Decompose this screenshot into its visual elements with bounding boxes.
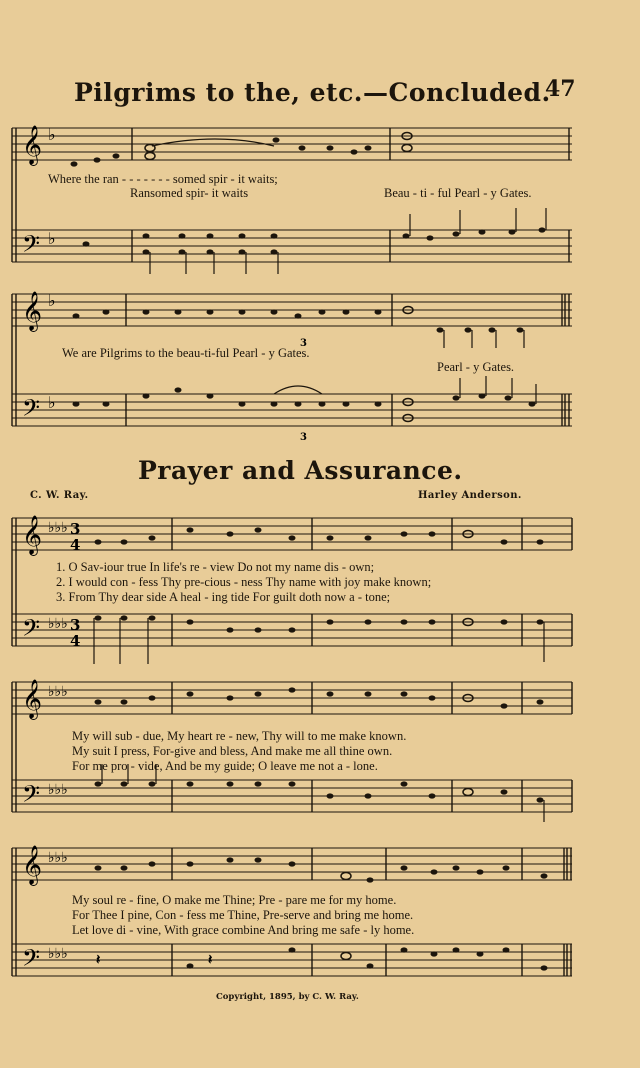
bass-clef: 𝄢	[22, 230, 41, 263]
svg-text:♭♭♭: ♭♭♭	[48, 616, 68, 632]
hymn1-s1-lyrics-right: Beau - ti - ful Pearl - y Gates.	[384, 186, 532, 200]
svg-text:𝄞: 𝄞	[22, 515, 43, 555]
svg-text:𝄞: 𝄞	[22, 845, 43, 885]
hymn2-s1-verse1: 1. O Sav-iour true In life's re - view Do not my name dis - own;	[56, 560, 375, 574]
svg-text:♭: ♭	[48, 291, 56, 310]
svg-text:3: 3	[70, 616, 81, 634]
copyright-line: Copyright, 1895, by C. W. Ray.	[216, 992, 359, 1002]
hymn1-s2-lyrics-right: Pearl - y Gates.	[437, 360, 515, 374]
svg-text:3: 3	[300, 432, 307, 443]
svg-text:𝄢: 𝄢	[22, 944, 41, 977]
svg-text:♭♭♭: ♭♭♭	[48, 850, 68, 866]
composer-left: C. W. Ray.	[30, 490, 89, 501]
hymn2-s2-verse3: For me pro - vide, And be my guide; O leave me not a - lone.	[72, 759, 378, 773]
hymn2-title: Prayer and Assurance.	[138, 456, 463, 485]
hymn1-title: Pilgrims to the, etc.—Concluded.	[74, 78, 551, 107]
treble-clef: 𝄞	[22, 125, 43, 165]
hymn2-s3-verse2: For Thee I pine, Con - fess me Thine, Pre-serve and bring me home.	[72, 908, 414, 922]
svg-text:𝄞: 𝄞	[22, 679, 43, 719]
svg-text:𝄽: 𝄽	[96, 952, 101, 968]
svg-text:♭: ♭	[48, 125, 56, 144]
svg-text:𝄢: 𝄢	[22, 394, 41, 427]
svg-text:3: 3	[300, 338, 307, 349]
svg-text:𝄽: 𝄽	[208, 952, 213, 968]
hymn2-s2-verse2: My suit I press, For-give and bless, And make me all thine own.	[72, 744, 393, 758]
hymn1-s1-lyrics-upper: Where the ran - - - - - - - somed spir - it waits;	[48, 172, 278, 186]
hymn2-s3-verse3: Let love di - vine, With grace combine And bring me safe - ly home.	[72, 923, 415, 937]
svg-text:♭: ♭	[48, 393, 56, 412]
svg-text:𝄢: 𝄢	[22, 780, 41, 813]
svg-text:4: 4	[70, 632, 81, 650]
svg-text:4: 4	[70, 536, 81, 554]
hymn1-s2-lyrics-main: We are Pilgrims to the beau-ti-ful Pearl - y Gates.	[62, 346, 310, 360]
svg-text:♭♭♭: ♭♭♭	[48, 520, 68, 536]
svg-text:♭♭♭: ♭♭♭	[48, 946, 68, 962]
hymn2-s2-verse1: My will sub - due, My heart re - new, Thy will to me make known.	[72, 729, 407, 743]
hymn2-s3-verse1: My soul re - fine, O make me Thine; Pre - pare me for my home.	[72, 893, 397, 907]
svg-text:♭♭♭: ♭♭♭	[48, 684, 68, 700]
hymn2-s1-verse2: 2. I would con - fess Thy pre-cious - ness Thy name with joy make known;	[56, 575, 432, 589]
page-number: 47	[545, 76, 576, 102]
svg-text:𝄞: 𝄞	[22, 291, 43, 331]
svg-text:𝄢: 𝄢	[22, 614, 41, 647]
svg-text:♭: ♭	[48, 229, 56, 248]
hymn2-s1-verse3: 3. From Thy dear side A heal - ing tide For guilt doth now a - tone;	[56, 590, 391, 604]
hymn1-s1-lyrics-lower: Ransomed spir- it waits	[130, 186, 249, 200]
svg-text:♭♭♭: ♭♭♭	[48, 782, 68, 798]
composer-right: Harley Anderson.	[418, 490, 522, 501]
svg-text:3: 3	[70, 520, 81, 538]
